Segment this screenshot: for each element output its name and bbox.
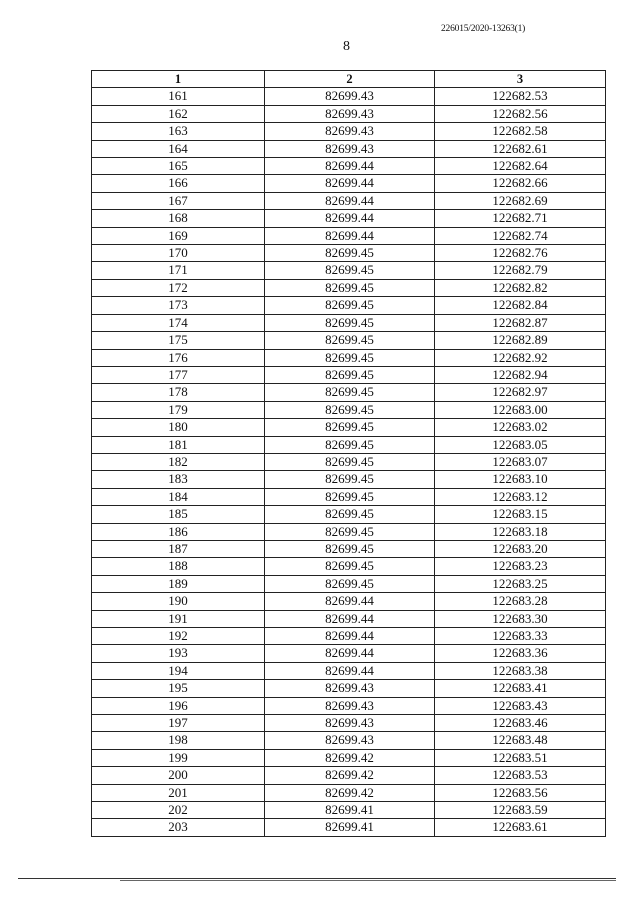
- point-number-cell: 162: [92, 105, 265, 122]
- point-number-cell: 180: [92, 419, 265, 436]
- point-number-cell: 178: [92, 384, 265, 401]
- point-number-cell: 194: [92, 662, 265, 679]
- coordinate-x-cell: 82699.45: [265, 558, 435, 575]
- point-number-cell: 189: [92, 575, 265, 592]
- coordinate-x-cell: 82699.41: [265, 819, 435, 836]
- coordinate-y-cell: 122682.61: [435, 140, 606, 157]
- table-row: [92, 366, 606, 383]
- table-row: [92, 767, 606, 784]
- coordinate-y-cell: 122682.87: [435, 314, 606, 331]
- table-row: [92, 123, 606, 140]
- coordinate-x-cell: 82699.45: [265, 471, 435, 488]
- coordinate-x-cell: 82699.45: [265, 401, 435, 418]
- table-row: [92, 192, 606, 209]
- coordinate-x-cell: 82699.44: [265, 628, 435, 645]
- coordinate-x-cell: 82699.44: [265, 175, 435, 192]
- coordinate-x-cell: 82699.45: [265, 523, 435, 540]
- coordinate-x-cell: 82699.44: [265, 192, 435, 209]
- point-number-cell: 170: [92, 245, 265, 262]
- table-row: [92, 245, 606, 262]
- coordinate-y-cell: 122682.74: [435, 227, 606, 244]
- coordinate-y-cell: 122683.41: [435, 680, 606, 697]
- table-row: [92, 575, 606, 592]
- point-number-cell: 164: [92, 140, 265, 157]
- coordinate-y-cell: 122683.56: [435, 784, 606, 801]
- coordinate-x-cell: 82699.44: [265, 662, 435, 679]
- coordinate-y-cell: 122683.00: [435, 401, 606, 418]
- point-number-cell: 165: [92, 158, 265, 175]
- footer-divider: [18, 878, 616, 879]
- table-row: [92, 749, 606, 766]
- coordinate-x-cell: 82699.44: [265, 227, 435, 244]
- table-header-row: [92, 71, 606, 88]
- point-number-cell: 183: [92, 471, 265, 488]
- coordinate-y-cell: 122683.15: [435, 506, 606, 523]
- point-number-cell: 168: [92, 210, 265, 227]
- coordinate-x-cell: 82699.45: [265, 575, 435, 592]
- coordinate-y-cell: 122683.30: [435, 610, 606, 627]
- coordinate-x-cell: 82699.43: [265, 140, 435, 157]
- table-row: [92, 158, 606, 175]
- coordinate-x-cell: 82699.45: [265, 314, 435, 331]
- coordinate-x-cell: 82699.44: [265, 158, 435, 175]
- table-row: [92, 297, 606, 314]
- coordinate-y-cell: 122682.82: [435, 279, 606, 296]
- coordinate-y-cell: 122682.94: [435, 366, 606, 383]
- coordinate-x-cell: 82699.45: [265, 245, 435, 262]
- point-number-cell: 169: [92, 227, 265, 244]
- coordinate-x-cell: 82699.45: [265, 488, 435, 505]
- coordinate-x-cell: 82699.41: [265, 802, 435, 819]
- point-number-cell: 177: [92, 366, 265, 383]
- column-header: 2: [265, 71, 435, 88]
- point-number-cell: 173: [92, 297, 265, 314]
- table-row: [92, 210, 606, 227]
- coordinate-x-cell: 82699.44: [265, 593, 435, 610]
- table-row: [92, 662, 606, 679]
- point-number-cell: 190: [92, 593, 265, 610]
- coordinate-y-cell: 122683.46: [435, 715, 606, 732]
- coordinates-table-container: [91, 70, 605, 837]
- table-row: [92, 540, 606, 557]
- coordinate-y-cell: 122682.84: [435, 297, 606, 314]
- point-number-cell: 186: [92, 523, 265, 540]
- table-row: [92, 523, 606, 540]
- coordinate-y-cell: 122683.36: [435, 645, 606, 662]
- point-number-cell: 196: [92, 697, 265, 714]
- coordinate-y-cell: 122682.79: [435, 262, 606, 279]
- point-number-cell: 200: [92, 767, 265, 784]
- coordinate-x-cell: 82699.43: [265, 715, 435, 732]
- coordinate-x-cell: 82699.42: [265, 749, 435, 766]
- coordinate-x-cell: 82699.43: [265, 680, 435, 697]
- table-row: [92, 401, 606, 418]
- table-row: [92, 784, 606, 801]
- coordinate-y-cell: 122683.20: [435, 540, 606, 557]
- point-number-cell: 203: [92, 819, 265, 836]
- point-number-cell: 191: [92, 610, 265, 627]
- table-row: [92, 819, 606, 836]
- table-row: [92, 349, 606, 366]
- coordinate-y-cell: 122682.56: [435, 105, 606, 122]
- coordinate-y-cell: 122683.51: [435, 749, 606, 766]
- point-number-cell: 171: [92, 262, 265, 279]
- document-id: 226015/2020-13263(1): [441, 24, 526, 34]
- table-row: [92, 715, 606, 732]
- table-row: [92, 593, 606, 610]
- coordinate-x-cell: 82699.45: [265, 297, 435, 314]
- point-number-cell: 202: [92, 802, 265, 819]
- coordinate-y-cell: 122683.05: [435, 436, 606, 453]
- point-number-cell: 188: [92, 558, 265, 575]
- table-row: [92, 227, 606, 244]
- point-number-cell: 181: [92, 436, 265, 453]
- coordinate-y-cell: 122683.48: [435, 732, 606, 749]
- coordinate-x-cell: 82699.45: [265, 366, 435, 383]
- point-number-cell: 201: [92, 784, 265, 801]
- table-row: [92, 558, 606, 575]
- coordinate-y-cell: 122683.61: [435, 819, 606, 836]
- coordinate-y-cell: 122682.92: [435, 349, 606, 366]
- coordinate-y-cell: 122683.07: [435, 453, 606, 470]
- coordinate-x-cell: 82699.45: [265, 453, 435, 470]
- table-row: [92, 88, 606, 105]
- coordinate-y-cell: 122683.12: [435, 488, 606, 505]
- table-row: [92, 453, 606, 470]
- coordinate-y-cell: 122683.18: [435, 523, 606, 540]
- point-number-cell: 182: [92, 453, 265, 470]
- coordinate-y-cell: 122683.33: [435, 628, 606, 645]
- table-row: [92, 314, 606, 331]
- coordinate-x-cell: 82699.45: [265, 419, 435, 436]
- coordinate-y-cell: 122683.53: [435, 767, 606, 784]
- coordinate-x-cell: 82699.45: [265, 332, 435, 349]
- table-body: [92, 88, 606, 836]
- coordinate-y-cell: 122683.25: [435, 575, 606, 592]
- coordinate-x-cell: 82699.43: [265, 123, 435, 140]
- point-number-cell: 179: [92, 401, 265, 418]
- coordinate-y-cell: 122682.89: [435, 332, 606, 349]
- point-number-cell: 161: [92, 88, 265, 105]
- coordinates-table: [91, 70, 606, 837]
- point-number-cell: 163: [92, 123, 265, 140]
- coordinate-x-cell: 82699.43: [265, 105, 435, 122]
- coordinate-x-cell: 82699.43: [265, 697, 435, 714]
- table-row: [92, 680, 606, 697]
- table-row: [92, 732, 606, 749]
- column-header: 1: [92, 71, 265, 88]
- point-number-cell: 176: [92, 349, 265, 366]
- coordinate-x-cell: 82699.45: [265, 262, 435, 279]
- table-row: [92, 802, 606, 819]
- coordinate-x-cell: 82699.44: [265, 645, 435, 662]
- point-number-cell: 174: [92, 314, 265, 331]
- point-number-cell: 185: [92, 506, 265, 523]
- table-row: [92, 140, 606, 157]
- point-number-cell: 195: [92, 680, 265, 697]
- point-number-cell: 192: [92, 628, 265, 645]
- coordinate-x-cell: 82699.45: [265, 436, 435, 453]
- table-row: [92, 262, 606, 279]
- coordinate-x-cell: 82699.45: [265, 279, 435, 296]
- coordinate-y-cell: 122683.02: [435, 419, 606, 436]
- coordinate-x-cell: 82699.43: [265, 88, 435, 105]
- coordinate-x-cell: 82699.43: [265, 732, 435, 749]
- table-row: [92, 436, 606, 453]
- table-row: [92, 697, 606, 714]
- column-header: 3: [435, 71, 606, 88]
- coordinate-x-cell: 82699.45: [265, 506, 435, 523]
- coordinate-x-cell: 82699.42: [265, 784, 435, 801]
- table-row: [92, 175, 606, 192]
- point-number-cell: 184: [92, 488, 265, 505]
- table-row: [92, 471, 606, 488]
- coordinate-y-cell: 122683.59: [435, 802, 606, 819]
- footer-divider-secondary: [120, 880, 616, 881]
- coordinate-x-cell: 82699.44: [265, 210, 435, 227]
- table-row: [92, 610, 606, 627]
- coordinate-x-cell: 82699.44: [265, 610, 435, 627]
- coordinate-y-cell: 122682.58: [435, 123, 606, 140]
- coordinate-x-cell: 82699.45: [265, 384, 435, 401]
- coordinate-y-cell: 122682.97: [435, 384, 606, 401]
- page-number: 8: [343, 39, 350, 54]
- point-number-cell: 167: [92, 192, 265, 209]
- coordinate-y-cell: 122683.23: [435, 558, 606, 575]
- coordinate-y-cell: 122682.71: [435, 210, 606, 227]
- coordinate-y-cell: 122683.43: [435, 697, 606, 714]
- coordinate-x-cell: 82699.45: [265, 540, 435, 557]
- point-number-cell: 197: [92, 715, 265, 732]
- point-number-cell: 166: [92, 175, 265, 192]
- point-number-cell: 172: [92, 279, 265, 296]
- coordinate-x-cell: 82699.45: [265, 349, 435, 366]
- coordinate-y-cell: 122682.69: [435, 192, 606, 209]
- coordinate-y-cell: 122683.38: [435, 662, 606, 679]
- point-number-cell: 175: [92, 332, 265, 349]
- point-number-cell: 199: [92, 749, 265, 766]
- coordinate-y-cell: 122683.10: [435, 471, 606, 488]
- coordinate-x-cell: 82699.42: [265, 767, 435, 784]
- table-row: [92, 628, 606, 645]
- table-row: [92, 384, 606, 401]
- coordinate-y-cell: 122682.53: [435, 88, 606, 105]
- table-row: [92, 105, 606, 122]
- table-row: [92, 488, 606, 505]
- table-row: [92, 419, 606, 436]
- coordinate-y-cell: 122683.28: [435, 593, 606, 610]
- point-number-cell: 193: [92, 645, 265, 662]
- table-row: [92, 332, 606, 349]
- table-row: [92, 645, 606, 662]
- coordinate-y-cell: 122682.66: [435, 175, 606, 192]
- point-number-cell: 198: [92, 732, 265, 749]
- table-row: [92, 279, 606, 296]
- point-number-cell: 187: [92, 540, 265, 557]
- coordinate-y-cell: 122682.64: [435, 158, 606, 175]
- coordinate-y-cell: 122682.76: [435, 245, 606, 262]
- table-row: [92, 506, 606, 523]
